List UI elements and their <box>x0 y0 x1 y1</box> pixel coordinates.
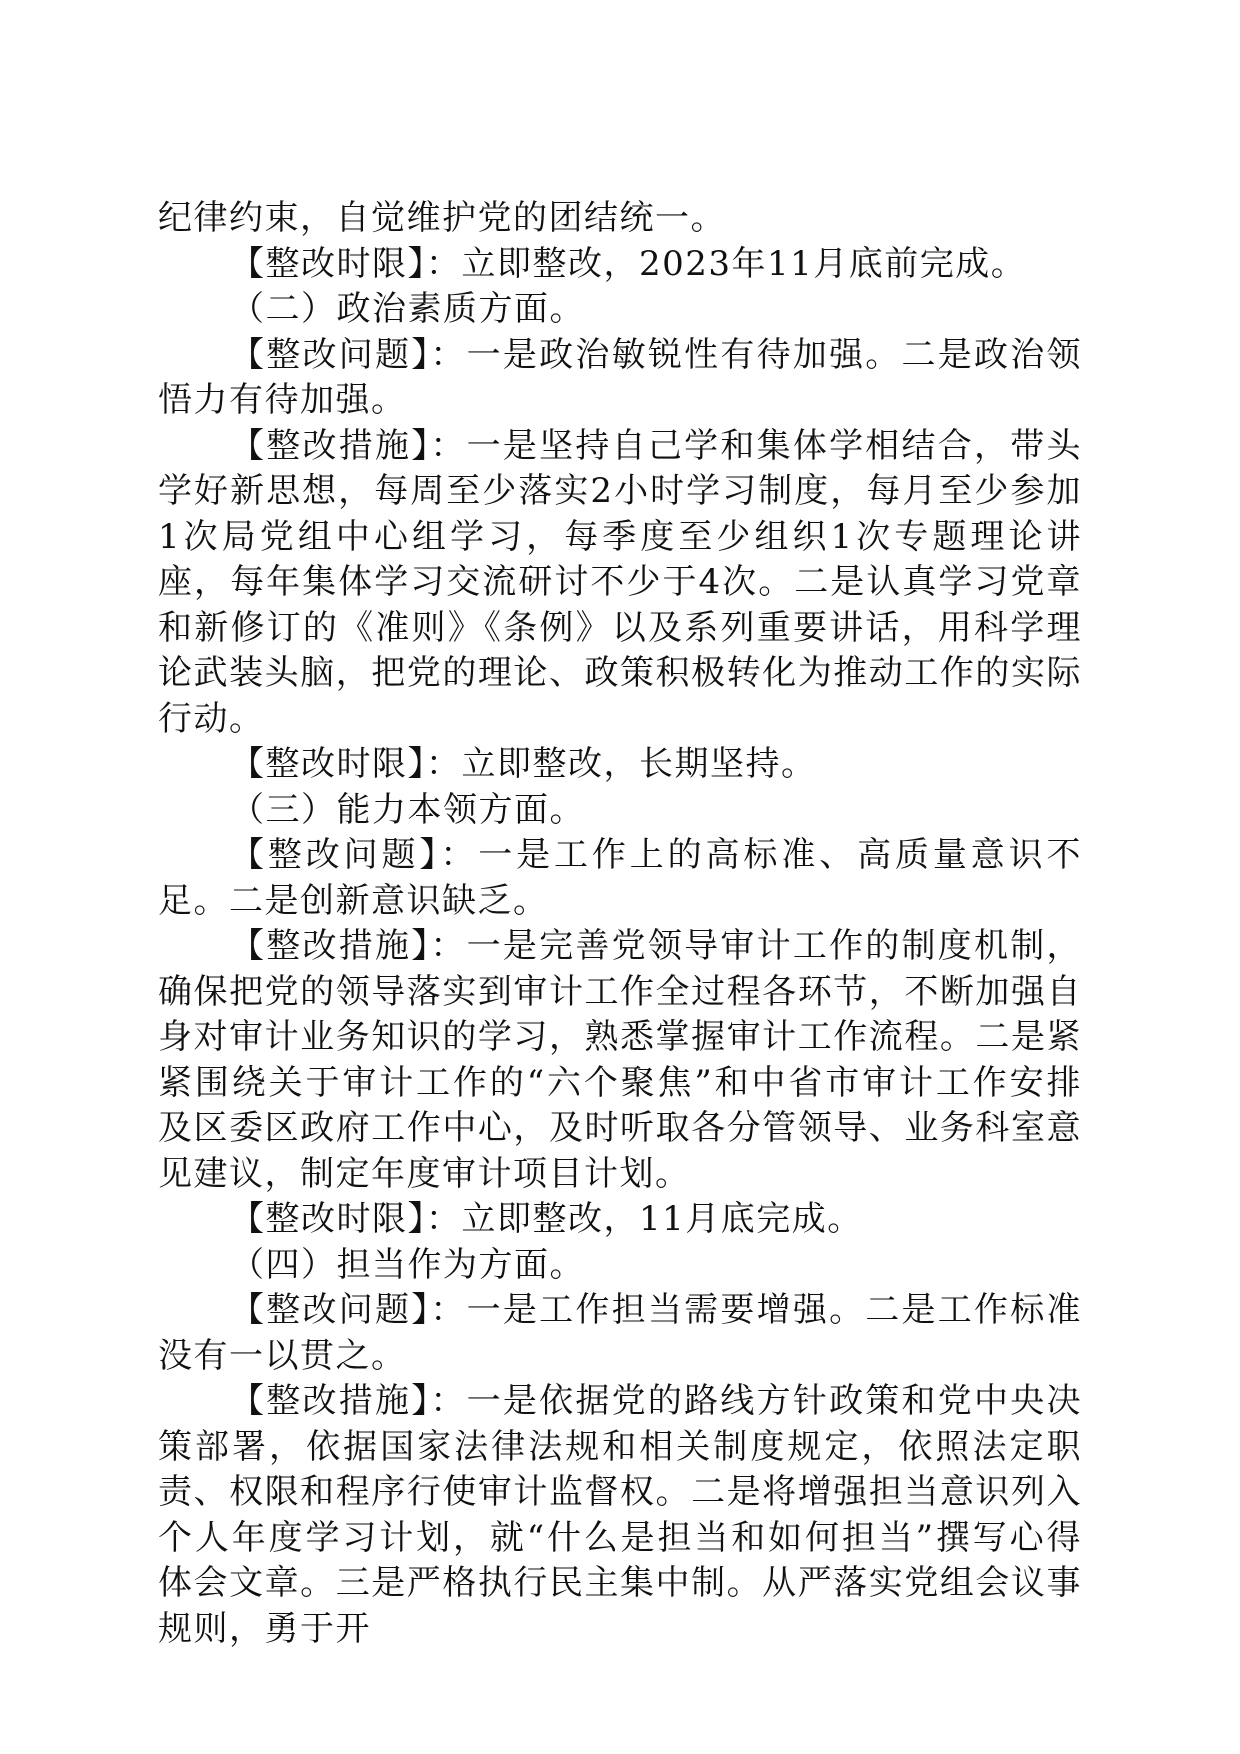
continued-paragraph: 纪律约束，自觉维护党的团结统一。 <box>158 198 726 238</box>
rectification-problem-3: 【整改问题】：一是工作上的高标准、高质量意识不足。二是创新意识缺乏。 <box>158 835 1082 921</box>
rectification-deadline-1: 【整改时限】：立即整改，2023年11月底前完成。 <box>230 243 1027 284</box>
section-heading-responsibility: （四）担当作为方面。 <box>230 1244 585 1285</box>
section-heading-ability: （三）能力本领方面。 <box>230 789 585 830</box>
rectification-problem-4: 【整改问题】：一是工作担当需要增强。二是工作标准没有一以贯之。 <box>158 1290 1082 1376</box>
rectification-measures-4: 【整改措施】：一是依据党的路线方针政策和党中央决策部署，依据国家法律法规和相关制度规定，依照法定职责、权限和程序行使审计监督权。二是将增强担当意识列入个人年度学习计划，就“什么是担当和如何担当”撰写心得体会文章。三是严格执行民主集中制。从严落实党组会议事规则，勇于开 <box>158 1381 1082 1649</box>
rectification-measures-3: 【整改措施】：一是完善党领导审计工作的制度机制，确保把党的领导落实到审计工作全过程各环节，不断加强自身对审计业务知识的学习，熟悉掌握审计工作流程。二是紧紧围绕关于审计工作的“六个聚焦”和中省市审计工作安排及区委区政府工作中心，及时听取各分管领导、业务科室意见建议，制定年度审计项目计划。 <box>158 926 1082 1194</box>
section-heading-political-quality: （二）政治素质方面。 <box>230 289 585 329</box>
rectification-deadline-2: 【整改时限】：立即整改，长期坚持。 <box>230 744 817 784</box>
document-page <box>158 196 1082 1652</box>
rectification-problem-2: 【整改问题】：一是政治敏锐性有待加强。二是政治领悟力有待加强。 <box>158 334 1082 420</box>
rectification-deadline-3: 【整改时限】：立即整改，11月底完成。 <box>230 1199 863 1239</box>
rectification-measures-2: 【整改措施】：一是坚持自己学和集体学相结合，带头学好新思想，每周至少落实2小时学习制度，每月至少参加1次局党组中心组学习，每季度至少组织1次专题理论讲座，每年集体学习交流研讨不少于4次。二是认真学习党章和新修订的《准则》《条例》以及系列重要讲话，用科学理论武装头脑，把党的理论、政策积极转化为推动工作的实际行动。 <box>158 425 1082 739</box>
